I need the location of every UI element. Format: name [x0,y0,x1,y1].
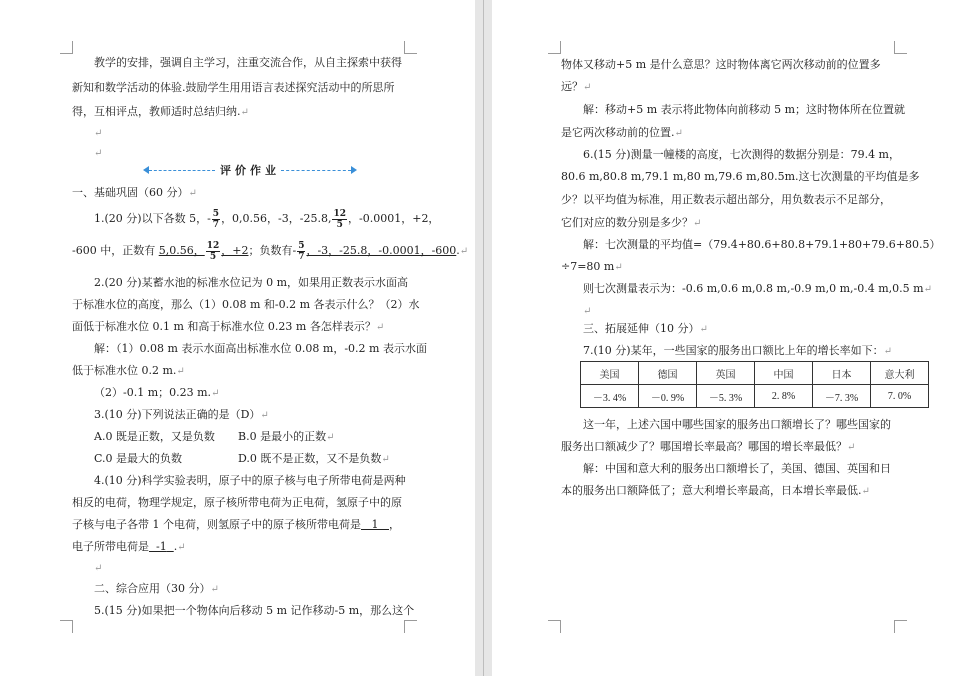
fraction: $\frac{5}{7}$ [212,208,220,230]
text-line: 6.(15 分)测量一幢楼的高度，七次测得的数据分别是：79.4 m， [583,148,900,161]
table-header-cell: 德国 [639,362,697,385]
crop-mark [404,620,417,633]
option-b: B.0 是最小的正数↵ [238,430,335,443]
table-header-cell: 英国 [697,362,755,385]
banner-title: 评价作业 [220,164,280,177]
question-1-answer: -600 中，正数有 5,0.56， $\frac{12}{5}$ ，+2；负数有- $\frac{5}{7}$ ，-3，-25.8，-0.0001，-600.↵ [72,240,469,262]
arrow-right-icon [351,166,357,174]
crop-mark [548,41,561,54]
option-c: C.0 是最大的负数 [94,452,183,465]
page-separator [483,0,484,676]
table-row [581,385,929,408]
text-line: 于标准水位的高度，那么（1）0.08 m 和-0.2 m 各表示什么？（2）水 [72,298,420,311]
answer-blank-1: 1 [371,518,379,531]
text-line: 教学的安排，强调自主学习，注重交流合作，从自主探索中获得 [94,56,402,69]
paragraph-mark: ↵ [94,128,103,139]
text-line: 2.(20 分)某蓄水池的标准水位记为 0 m，如果用正数表示水面高 [94,276,408,289]
section-banner [143,164,357,178]
text-line: 新知和数学活动的体验.鼓励学生用用语言表述探究活动中的所思所 [72,81,395,94]
banner-rule [281,170,351,171]
text-line: 是它两次移动前的位置.↵ [561,126,683,139]
crop-mark [894,620,907,633]
table-cell: 7. 0% [871,385,929,408]
question-7: 7.(10 分)某年，一些国家的服务出口额比上年的增长率如下：↵ [583,344,892,357]
text-line: 它们对应的数分别是多少？↵ [561,216,702,229]
crop-mark [894,41,907,54]
table-header-cell: 意大利 [871,362,929,385]
section-heading: 一、基础巩固（60 分）↵ [72,186,197,199]
table-cell: 2. 8% [755,385,813,408]
text-line: 解：移动+5 m 表示将此物体向前移动 5 m；这时物体所在位置就 [583,103,906,116]
text-line: 5.(15 分)如果把一个物体向后移动 5 m 记作移动-5 m，那么这个 [94,604,415,617]
answer-negative: ，-3，-25.8，-0.0001，-600 [306,244,457,257]
text-line: 面低于标准水位 0.1 m 和高于标准水位 0.23 m 各怎样表示？↵ [72,320,385,333]
text-line: 4.(10 分)科学实验表明，原子中的原子核与电子所带电荷是两种 [94,474,406,487]
paragraph-mark: ↵ [240,107,249,118]
text-line: 子核与电子各带 1 个电荷，则氢原子中的原子核所带电荷是 1 ， [72,518,400,531]
paragraph-mark: ↵ [94,148,103,159]
crop-mark [60,41,73,54]
banner-rule [149,170,215,171]
growth-rate-table [580,361,929,408]
text-line: ↵ [583,306,592,317]
option-d: D.0 既不是正数，又不是负数↵ [238,452,390,465]
text-line: 电子所带电荷是 -1 .↵ [72,540,186,553]
page-right [492,0,966,676]
text-line: 解：（1）0.08 m 表示水面高出标准水位 0.08 m，-0.2 m 表示水面 [94,342,427,355]
text-line: 相反的电荷，物理学规定，原子核所带电荷为正电荷，氢原子中的原 [72,496,402,509]
crop-mark [404,41,417,54]
text-line: 解：中国和意大利的服务出口额增长了，美国、德国、英国和日 [583,462,891,475]
paragraph-mark: ↵ [94,563,103,574]
crop-mark [548,620,561,633]
table-cell: －5. 3% [697,385,755,408]
fraction: $\frac{12}{5}$ [333,208,347,230]
text-line: 少？以平均值为标准，用正数表示超出部分，用负数表示不足部分， [561,193,891,206]
crop-mark [60,620,73,633]
section-heading: 二、综合应用（30 分）↵ [94,582,219,595]
text-line: 解：七次测量的平均值=（79.4+80.6+80.8+79.1+80+79.6+80.5） [583,238,941,251]
text-line: 本的服务出口额降低了；意大利增长率最高，日本增长率最低.↵ [561,484,870,497]
text-line: 80.6 m,80.8 m,79.1 m,80 m,79.6 m,80.5m.这七次测量的平均值是多 [561,170,920,183]
table-cell: －0. 9% [639,385,697,408]
text-line: （2）-0.1 m；0.23 m.↵ [94,386,220,399]
text-line: 远？↵ [561,80,592,93]
text-line: 这一年，上述六国中哪些国家的服务出口额增长了？哪些国家的 [583,418,891,431]
text-line: 得，互相评点，教师适时总结归纳.↵ [72,105,249,118]
table-header-row [581,362,929,385]
option-a: A.0 既是正数，又是负数 [94,430,215,443]
page-left [0,0,475,676]
fraction: $\frac{5}{7}$ [298,240,305,262]
section-heading: 三、拓展延伸（10 分）↵ [583,322,708,335]
question-3: 3.(10 分)下列说法正确的是（D）↵ [94,408,269,421]
text-line: 低于标准水位 0.2 m.↵ [72,364,185,377]
text-line: 服务出口额减少了？哪国增长率最高？哪国的增长率最低？↵ [561,440,856,453]
answer-blank-2: -1 [156,540,167,553]
question-1: 1.(20 分)以下各数 5，- $\frac{5}{7}$ ，0,0.56，-3，-25.8, $\frac{12}{5}$ ，-0.0001，+2， [94,208,440,230]
table-header-cell: 中国 [755,362,813,385]
text-line: 物体又移动+5 m 是什么意思？这时物体离它两次移动前的位置多 [561,58,881,71]
table-cell: －7. 3% [813,385,871,408]
text-line: 则七次测量表示为：-0.6 m,0.6 m,0.8 m,-0.9 m,0 m,-0.4 m,0.5 m↵ [583,282,932,295]
answer-positive: 5,0.56， $\frac{12}{5}$ ，+2 [158,240,249,262]
table-header-cell: 日本 [813,362,871,385]
text-line: ÷7=80 m↵ [561,260,623,273]
table-header-cell: 美国 [581,362,639,385]
table-cell: －3. 4% [581,385,639,408]
